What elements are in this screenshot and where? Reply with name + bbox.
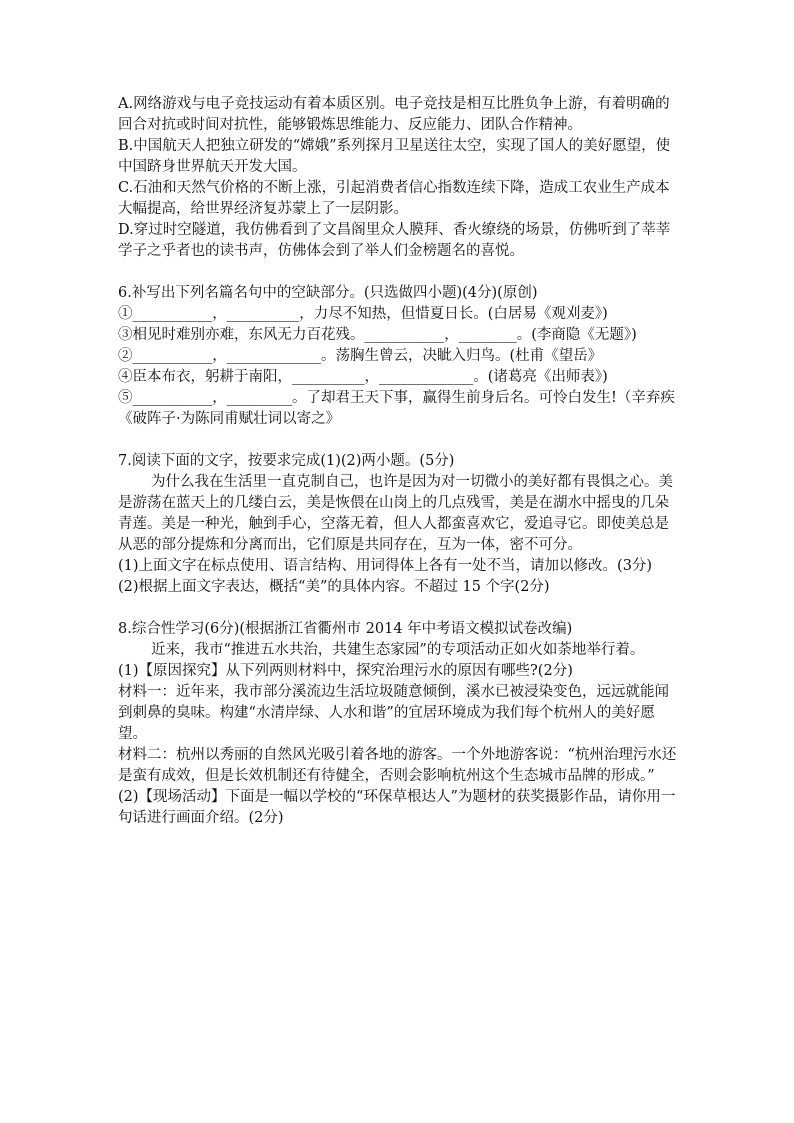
q5-option-c: C.石油和天然气价格的不断上涨，引起消费者信心指数连续下降，造成工农业生产成本大幅提高，给世界经济复苏蒙上了一层阴影。 <box>118 180 670 217</box>
q7-title: 7.阅读下面的文字，按要求完成(1)(2)两小题。(5分) <box>118 453 455 469</box>
q5-option-b: B.中国航天人把独立研发的“嫦娥”系列探月卫星送往太空，实现了国人的美好愿望，使中国跻身世界航天开发大国。 <box>118 138 671 175</box>
spacer <box>118 262 678 283</box>
q8-material2: 材料二：杭州以秀丽的自然风光吸引着各地的游客。一个外地游客说：“杭州治理污水还是蛮有成效，但是长效机制还有待健全，否则会影响杭州这个生态城市品牌的形成。” <box>118 747 677 784</box>
q6-item-1: ①___________，__________，力尽不知热，但惜夏日长。(白居易《观刈麦》) <box>118 306 608 322</box>
q5-option-a: A.网络游戏与电子竞技运动有着本质区别。电子竞技是相互比胜负争上游，有着明确的回合对抗或时间对抗性，能够锻炼思维能力、反应能力、团队合作精神。 <box>118 96 670 133</box>
q6-item-5: ⑤___________，_________。了却君王天下事，赢得生前身后名。可怜白发生!（辛弃疾《破阵子·为陈同甫赋壮词以寄之》 <box>118 390 675 427</box>
q5-option-d: D.穿过时空隧道，我仿佛看到了文昌阁里众人膜拜、香火缭绕的场景，仿佛听到了莘莘学子之乎者也的读书声，仿佛体会到了举人们金榜题名的喜悦。 <box>118 222 671 259</box>
q6-item-2: ②___________，_____________。荡胸生曾云，决眦入归鸟。(杜甫《望岳》 <box>118 348 603 364</box>
q6-item-3: ③相见时难别亦难，东风无力百花残。___________，________。(李商隐《无题》) <box>118 327 637 343</box>
exam-page <box>118 94 678 829</box>
q7-sub1: (1)上面文字在标点使用、语言结构、用词得体上各有一处不当，请加以修改。(3分) <box>118 558 653 574</box>
spacer <box>118 430 678 451</box>
q6-item-4: ④臣本布衣，躬耕于南阳，__________，_____________。(诸葛亮《出师表》) <box>118 369 608 385</box>
spacer <box>118 598 678 619</box>
q7-sub2: (2)根据上面文字表达，概括“美”的具体内容。不超过 15 个字(2分) <box>118 579 550 595</box>
q8-sub2: (2)【现场活动】下面是一幅以学校的“环保草根达人”为题材的获奖摄影作品，请你用一句话进行画面介绍。(2分) <box>118 789 676 826</box>
q6-title: 6.补写出下列名篇名句中的空缺部分。(只选做四小题)(4分)(原创) <box>118 285 538 301</box>
q8-title: 8.综合性学习(6分)(根据浙江省衢州市 2014 年中考语文模拟试卷改编) <box>118 621 573 637</box>
q8-sub1: (1)【原因探究】从下列两则材料中，探究治理污水的原因有哪些?(2分) <box>118 663 573 679</box>
q8-intro: 近来，我市“推进五水共治，共建生态家园”的专项活动正如火如荼地举行着。 <box>151 642 645 658</box>
q8-material1: 材料一：近年来，我市部分溪流边生活垃圾随意倾倒，溪水已被浸染变色，远远就能闻到刺鼻的臭味。构建“水清岸绿、人水和谐”的宜居环境成为我们每个杭州人的美好愿望。 <box>118 684 669 742</box>
q7-passage: 为什么我在生活里一直克制自己，也许是因为对一切微小的美好都有畏惧之心。美是游荡在蓝天上的几缕白云，美是恢偎在山岗上的几点残雪，美是在湖水中摇曳的几朵青莲。美是一种光，触到手心，空落无着，但人人都蛮喜欢它，爱追寻它。即使美总是从恶的部分提炼和分离而出，它们原是共同存在，互为一体，密不可分。 <box>118 474 673 553</box>
